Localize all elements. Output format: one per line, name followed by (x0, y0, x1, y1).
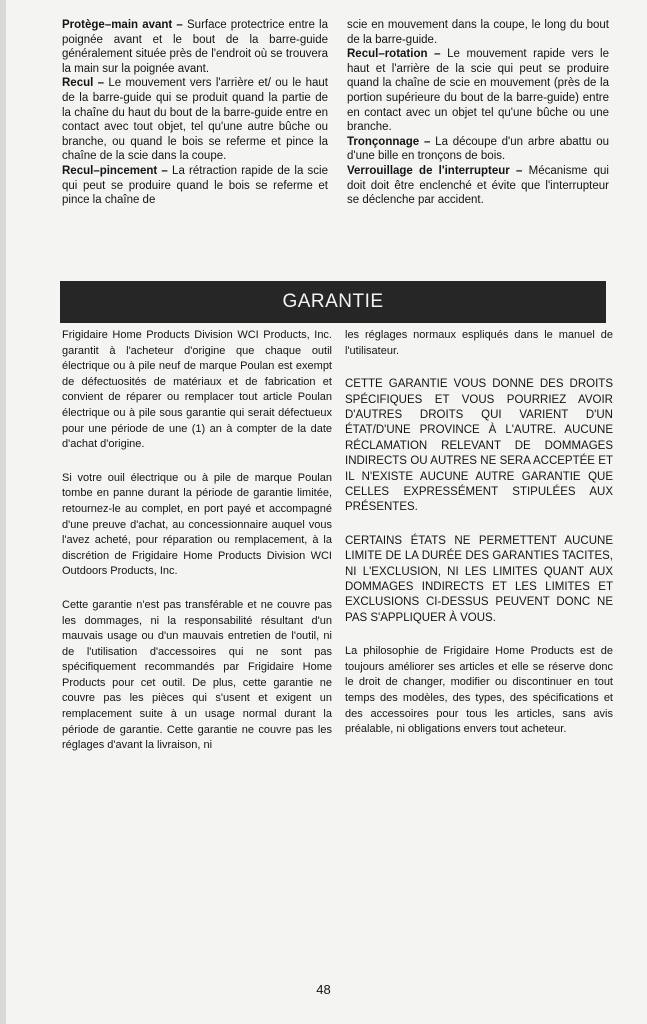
definition-term: Recul – (62, 77, 105, 90)
warranty-paragraph: La philosophie de Frigidaire Home Products est de toujours améliorer ses articles et elle se réserve donc le droit de changer, modifier ou discontinuer en tout temps des modèles, des types, des spécifications et des accessoires pour tous les articles, sans avis préalable, ni obligations envers tout acheteur. (345, 645, 613, 736)
definition-term: Recul–rotation – (347, 48, 441, 61)
definition-term: Verrouillage de l'interrupteur – (347, 164, 523, 177)
page-number: 48 (316, 982, 331, 997)
section-title: GARANTIE (282, 291, 384, 312)
warranty-paragraph: Si votre ouil électrique ou à pile de marque Poulan tombe en panne durant la période de garantie limitée, retournez-le au complet, en port payé et accompagné d'une preuve d'achat, au concessionnaire auquel vous l'avez acheté, pour réparation ou remplacement, à la discrétion de Frigidaire Home Products Division WCI Outdoors Products, Inc. (62, 471, 332, 578)
definition-entry (62, 164, 328, 208)
definition-entry (347, 47, 609, 135)
definitions-left-column (62, 18, 328, 208)
warranty-left-column (62, 328, 332, 772)
warranty-paragraph: les réglages normaux espliqués dans le manuel de l'utilisateur. (345, 329, 613, 357)
definition-entry (62, 76, 328, 164)
warranty-paragraph: Cette garantie n'est pas transférable et ne couvre pas les dommages, ni la responsabilité résultant d'un mauvais usage ou d'un mauvais entretien de l'outil, ni de l'utilisation d'accessoires qui ne sont pas spécifiquement recommandés par Frigidaire Home Products pour cet outil. De plus, cette garantie ne couvre pas les pièces qui s'usent et exigent un remplacement suite à un usage normal durant la période de garantie. Cette garantie ne couvre pas les réglages d'avant la livraison, ni (62, 598, 332, 752)
definition-term: Tronçonnage – (347, 135, 431, 148)
definition-text: La rétraction rapide de la scie qui peut se produire quand le bois se referme et pince la chaîne de (62, 164, 328, 207)
page-edge-shadow (0, 0, 6, 1024)
definition-entry (62, 18, 328, 76)
section-title-banner (60, 281, 606, 323)
warranty-limits-notice: CERTAINS ÉTATS NE PERMETTENT AUCUNE LIMITE DE LA DURÉE DES GARANTIES TACITES, NI L'EXCLUSION, NI LES LIMITES QUANT AUX DOMMAGES INDIRECTS ET LES LIMITES ET EXCLUSIONS CI-DESSUS PEUVENT DONC NE PAS S'APPLIQUER À VOUS. (345, 534, 613, 624)
definition-entry (347, 164, 609, 208)
definitions-right-column (347, 18, 609, 208)
definition-term: Protège–main avant – (62, 19, 183, 31)
definition-text: Le mouvement rapide vers le haut et l'arrière de la scie qui peut se produire quand la chaîne de scie en mouvement (près de la portion supérieure du bout de la barre-guide) entre en contact avec un objet tel qu'une bûche ou une branche. (347, 48, 610, 134)
definition-text: Surface protectrice entre la poignée avant et le bout de la barre-guide généralement située près de l'endroit où se trouvera la main sur la poignée avant. (62, 19, 328, 75)
definition-text: La découpe d'un arbre abattu ou d'une bille en tronçons de bois. (347, 135, 609, 163)
warranty-right-column (345, 328, 613, 756)
definition-entry (347, 135, 609, 164)
definition-text: Mécanisme qui doit doit être enclenché et évite que l'interrupteur se déclenche par accident. (347, 164, 609, 207)
warranty-rights-notice: CETTE GARANTIE VOUS DONNE DES DROITS SPÉCIFIQUES ET VOUS POURRIEZ AVOIR D'AUTRES DROITS QUI VARIENT D'UN ÉTAT/D'UNE PROVINCE À L'AUTRE. AUCUNE RÉCLAMATION RELEVANT DE DOMMAGES INDIRECTS OU AUTRES NE SERA ACCEPTÉE ET IL N'EXISTE AUCUNE AUTRE GARANTIE QUE CELLES EXPRESSÉMENT STIPULÉES AUX PRÉSENTES. (345, 378, 613, 514)
definition-text: Le mouvement vers l'arrière et/ ou le haut de la barre-guide qui se produit quand la partie de la chaîne du haut du bout de la barre-guide entre en contact avec tout objet, tel qu'une autre bûche ou branche, ou quand le bois se referme et pince la chaîne de la scie dans la coupe. (62, 77, 328, 163)
definition-text: scie en mouvement dans la coupe, le long du bout de la barre-guide. (347, 19, 609, 46)
definition-entry (347, 18, 609, 47)
definition-term: Recul–pincement – (62, 164, 168, 177)
warranty-paragraph: Frigidaire Home Products Division WCI Products, Inc. garantit à l'acheteur d'origine que chaque outil électrique ou à pile neuf de marque Poulan est exempt de défectuosités de matériaux et de fabrication et convient de réparer ou remplacer tout article Poulan électrique ou à pile sous garantie qui serait défectueux pour une période de une (1) an à compter de la date d'achat d'origine. (62, 329, 332, 451)
